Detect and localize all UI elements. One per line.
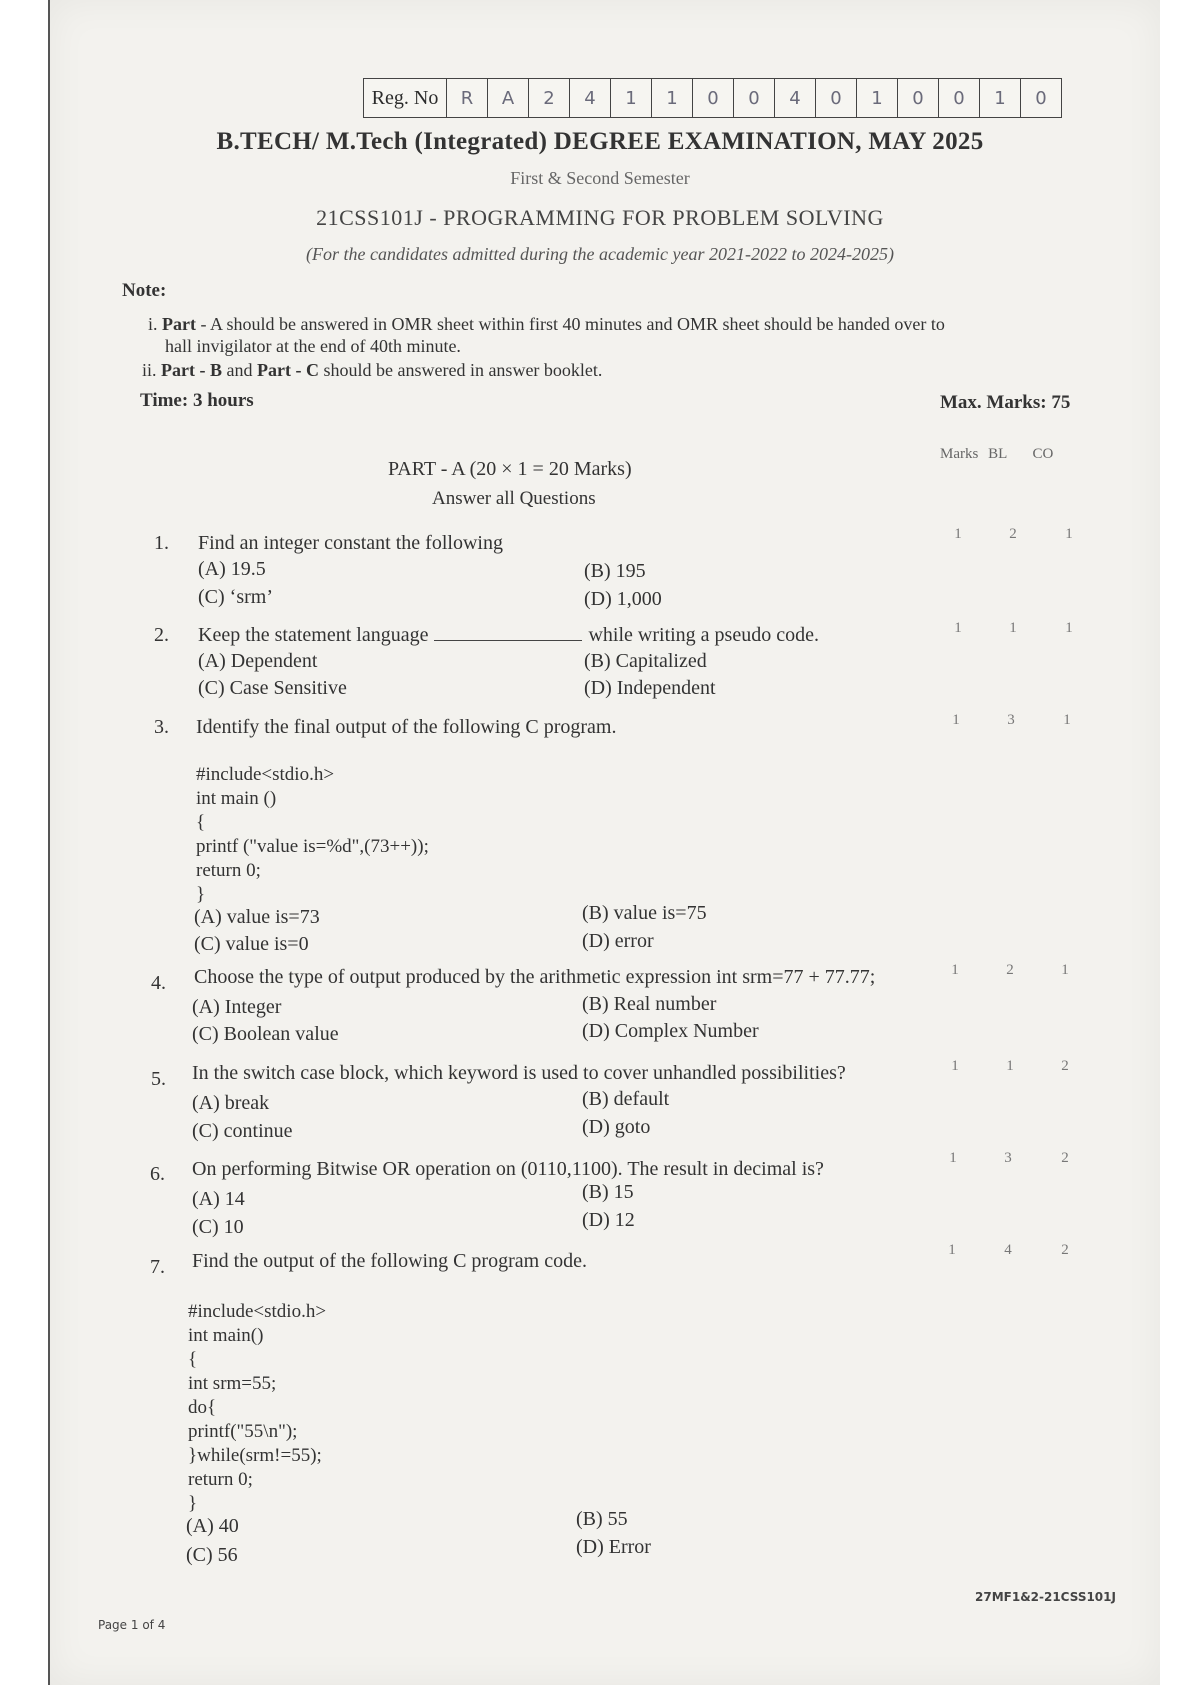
option-d: (D) 1,000: [584, 588, 662, 610]
option-c: (C) 56: [186, 1544, 238, 1566]
option-d: (D) Complex Number: [582, 1020, 759, 1042]
option-c: (C) 10: [192, 1216, 244, 1238]
admission-note: (For the candidates admitted during the academic year 2021-2022 to 2024-2025): [306, 244, 894, 264]
reg-digit: 1: [857, 79, 898, 117]
bl-header: BL: [988, 446, 1007, 462]
option-a: (A) Dependent: [198, 650, 318, 672]
co-value: 1: [1065, 620, 1073, 636]
exam-title: B.TECH/ M.Tech (Integrated) DEGREE EXAMINATION, MAY 2025: [216, 128, 984, 155]
option-d: (D) Independent: [584, 677, 716, 699]
option-a: (A) 14: [192, 1188, 245, 1210]
course-title: 21CSS101J - PROGRAMMING FOR PROBLEM SOLVING: [316, 205, 884, 230]
question-number: 2.: [154, 624, 169, 646]
column-headers: [940, 446, 1053, 463]
question-text: On performing Bitwise OR operation on (0110,1100). The result in decimal is?: [192, 1158, 824, 1180]
option-a: (A) break: [192, 1092, 270, 1114]
marks-header: Marks: [940, 446, 979, 462]
page-number: Page 1 of 4: [98, 1618, 166, 1632]
marks-value: 1: [951, 1058, 959, 1074]
question-text: [198, 624, 819, 647]
reg-digit: 0: [898, 79, 939, 117]
question-text: In the switch case block, which keyword is used to cover unhandled possibilities?: [192, 1062, 846, 1084]
part-a-title: PART - A (20 × 1 = 20 Marks): [388, 458, 632, 480]
marks-value: 1: [951, 962, 959, 978]
co-value: 2: [1061, 1058, 1069, 1074]
time-allowed: Time: 3 hours: [140, 390, 254, 411]
reg-digit: 1: [652, 79, 693, 117]
question-number: 1.: [154, 532, 169, 554]
note-item-2: [142, 360, 602, 381]
bl-value: 2: [1009, 526, 1017, 542]
option-b: (B) default: [582, 1088, 670, 1110]
code-snippet: #include<stdio.h> int main() { int srm=55; do{ printf("55\n"); }while(srm!=55); return 0; }: [188, 1301, 327, 1514]
bl-value: 1: [1009, 620, 1017, 636]
question-text: Identify the final output of the following C program.: [196, 716, 617, 738]
registration-number-box: [363, 78, 1062, 118]
question-text: Choose the type of output produced by the arithmetic expression int srm=77 + 77.77;: [194, 966, 876, 988]
note-text: and: [222, 360, 257, 380]
reg-digit: 4: [775, 79, 816, 117]
option-d: (D) 12: [582, 1209, 635, 1231]
question-text: Find the output of the following C program code.: [192, 1250, 587, 1272]
reg-digit: 0: [1035, 87, 1047, 109]
marks-value: 1: [948, 1242, 956, 1258]
option-a: (A) value is=73: [194, 906, 320, 928]
reg-digit: A: [488, 79, 529, 117]
option-a: (A) 19.5: [198, 558, 266, 580]
reg-digit: 4: [570, 79, 611, 117]
question-number: 3.: [154, 716, 169, 738]
option-d: (D) goto: [582, 1116, 651, 1138]
reg-digit: R: [447, 79, 488, 117]
note-text: - A should be answered in OMR sheet within first 40 minutes and OMR sheet should be handed over to: [196, 314, 945, 334]
note-heading: Note:: [122, 280, 167, 301]
note-item-1: [148, 314, 945, 335]
reg-digit: 0: [816, 79, 857, 117]
option-a: (A) Integer: [192, 996, 282, 1018]
option-b: (B) 55: [576, 1508, 628, 1530]
reg-digit: 1: [611, 79, 652, 117]
option-b: (B) Real number: [582, 993, 717, 1015]
option-c: (C) continue: [192, 1120, 293, 1142]
bl-value: 1: [1006, 1058, 1014, 1074]
reg-digit: 0: [939, 79, 980, 117]
fill-in-blank: [434, 640, 582, 641]
co-header: CO: [1032, 446, 1054, 462]
note-part-c: Part - C: [257, 360, 319, 380]
question-text: Find an integer constant the following: [198, 532, 503, 554]
question-text-before: Keep the statement language: [198, 624, 429, 646]
note-prefix: ii.: [142, 360, 162, 380]
option-c: (C) value is=0: [194, 933, 309, 955]
reg-digit: 0: [693, 79, 734, 117]
option-d: (D) error: [582, 930, 654, 952]
max-marks: Max. Marks: 75: [940, 392, 1071, 413]
co-value: 1: [1063, 712, 1071, 728]
option-a: (A) 40: [186, 1515, 239, 1537]
bl-value: 2: [1006, 962, 1014, 978]
option-b: (B) value is=75: [582, 902, 707, 924]
option-c: (C) Boolean value: [192, 1023, 339, 1045]
question-text-after: while writing a pseudo code.: [588, 624, 819, 646]
option-c: (C) ‘srm’: [198, 586, 273, 608]
bl-value: 3: [1007, 712, 1015, 728]
option-b: (B) 15: [582, 1181, 634, 1203]
note-text: should be answered in answer booklet.: [318, 360, 603, 380]
marks-value: 1: [954, 620, 962, 636]
option-b: (B) 195: [584, 560, 646, 582]
reg-digit: 1: [980, 79, 1021, 117]
question-number: 7.: [150, 1256, 165, 1278]
note-item-1-cont: hall invigilator at the end of 40th minute.: [165, 336, 461, 356]
co-value: 2: [1061, 1242, 1069, 1258]
co-value: 1: [1065, 526, 1073, 542]
reg-label: Reg. No: [364, 79, 447, 117]
co-value: 2: [1061, 1150, 1069, 1166]
option-c: (C) Case Sensitive: [198, 677, 347, 699]
option-b: (B) Capitalized: [584, 650, 707, 672]
note-prefix: i.: [148, 314, 163, 334]
question-number: 4.: [151, 972, 166, 994]
code-snippet: #include<stdio.h> int main () { printf ("value is=%d",(73++)); return 0; }: [196, 764, 429, 905]
bl-value: 4: [1004, 1242, 1012, 1258]
marks-value: 1: [954, 526, 962, 542]
part-a-subtitle: Answer all Questions: [432, 488, 596, 509]
marks-value: 1: [952, 712, 960, 728]
bl-value: 3: [1004, 1150, 1012, 1166]
question-number: 5.: [151, 1068, 166, 1090]
paper-code: 27MF1&2-21CSS101J: [975, 1590, 1116, 1604]
note-part-b: Part - B: [161, 360, 222, 380]
reg-digit: 0: [734, 79, 775, 117]
semester: First & Second Semester: [510, 168, 690, 188]
co-value: 1: [1061, 962, 1069, 978]
note-part-label: Part: [162, 314, 196, 334]
marks-value: 1: [949, 1150, 957, 1166]
option-d: (D) Error: [576, 1536, 651, 1558]
question-number: 6.: [150, 1163, 165, 1185]
reg-digit: 2: [529, 79, 570, 117]
